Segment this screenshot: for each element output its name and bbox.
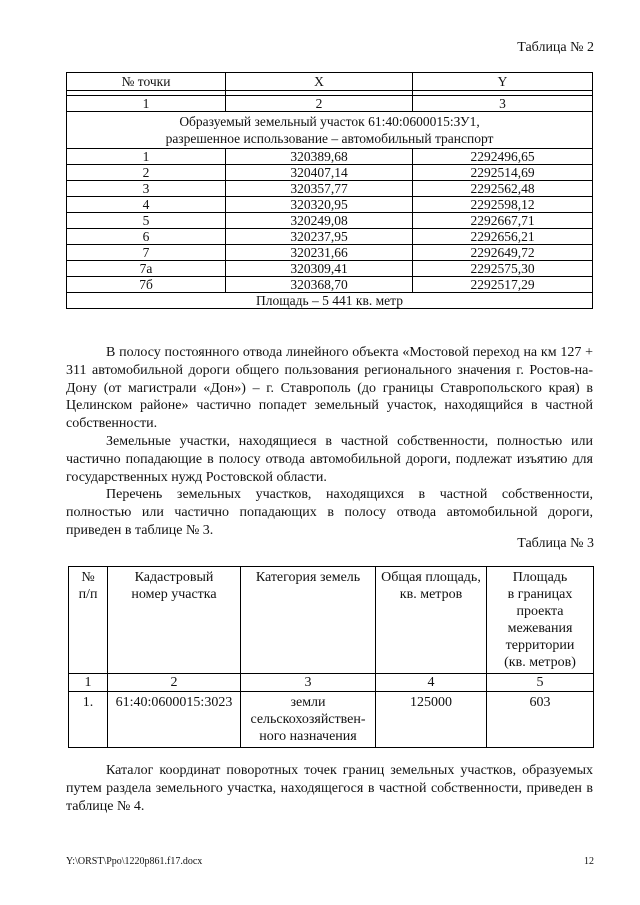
header-cadastral-number: Кадастровый номер участка [108, 567, 241, 674]
point-number: 4 [67, 197, 226, 213]
plot-description-line-1: Образуемый земельный участок 61:40:0600015:ЗУ1, [179, 114, 480, 129]
coordinates-table [66, 72, 593, 309]
land-category: земли сельскохозяйствен- ного назначения [241, 692, 376, 748]
body-paragraphs [66, 344, 593, 540]
point-number: 5 [67, 213, 226, 229]
coordinate-row [67, 245, 593, 261]
point-number: 2 [67, 165, 226, 181]
paragraph: Перечень земельных участков, находящихся в частной собственности, полностью или частично попадающих в полосу отвода автомобильной дороги, приведен в таблице № 3. [66, 487, 593, 538]
table3-numbering-row [69, 674, 594, 692]
point-number: 7б [67, 277, 226, 293]
table3-data-row [69, 692, 594, 748]
plot-description-cell [67, 112, 593, 149]
header-project-area: Площадь в границах проекта межевания территории (кв. метров) [487, 567, 594, 674]
point-number: 7а [67, 261, 226, 277]
header-row-number: № п/п [69, 567, 108, 674]
x-coordinate: 320309,41 [226, 261, 413, 277]
cadastral-number: 61:40:0600015:3023 [108, 692, 241, 748]
y-coordinate: 2292562,48 [413, 181, 593, 197]
y-coordinate: 2292667,71 [413, 213, 593, 229]
coordinate-row [67, 197, 593, 213]
y-coordinate: 2292649,72 [413, 245, 593, 261]
x-coordinate: 320407,14 [226, 165, 413, 181]
footer-file-path: Y:\ORST\Ppo\1220p861.f17.docx [66, 856, 203, 867]
plot-description-row [67, 112, 593, 149]
coordinate-row [67, 229, 593, 245]
y-coordinate: 2292656,21 [413, 229, 593, 245]
table3-header-row [69, 567, 594, 674]
y-coordinate: 2292514,69 [413, 165, 593, 181]
coordinate-row [67, 213, 593, 229]
footer-page-number: 12 [584, 856, 594, 867]
y-coordinate: 2292496,65 [413, 149, 593, 165]
numbering-cell: 4 [376, 674, 487, 692]
paragraph: Земельные участки, находящиеся в частной собственности, полностью или частично попадающие в полосу отвода автомобильной дороги, подлежат изъятию для государственных нужд Ростовской области. [66, 433, 593, 485]
row-number: 1. [69, 692, 108, 748]
numbering-cell: 5 [487, 674, 594, 692]
coordinate-row [67, 149, 593, 165]
point-number: 1 [67, 149, 226, 165]
table2-caption: Таблица № 2 [517, 40, 594, 55]
x-coordinate: 320237,95 [226, 229, 413, 245]
table-header-row [67, 73, 593, 91]
header-x: X [226, 73, 413, 91]
numbering-cell: 1 [69, 674, 108, 692]
header-y: Y [413, 73, 593, 91]
table3-caption: Таблица № 3 [517, 536, 594, 551]
numbering-cell: 2 [226, 96, 413, 112]
x-coordinate: 320368,70 [226, 277, 413, 293]
x-coordinate: 320357,77 [226, 181, 413, 197]
point-number: 6 [67, 229, 226, 245]
table-numbering-row [67, 96, 593, 112]
header-total-area: Общая площадь, кв. метров [376, 567, 487, 674]
paragraph: Каталог координат поворотных точек границ земельных участков, образуемых путем раздела земельного участка, находящегося в частной собственности, приведен в таблице № 4. [66, 763, 593, 814]
closing-paragraph [66, 762, 593, 815]
land-plots-table [68, 566, 594, 748]
coordinate-row [67, 277, 593, 293]
header-land-category: Категория земель [241, 567, 376, 674]
area-row [67, 293, 593, 309]
numbering-cell: 3 [241, 674, 376, 692]
y-coordinate: 2292598,12 [413, 197, 593, 213]
numbering-cell: 3 [413, 96, 593, 112]
x-coordinate: 320320,95 [226, 197, 413, 213]
x-coordinate: 320231,66 [226, 245, 413, 261]
total-area: 125000 [376, 692, 487, 748]
coordinate-row [67, 261, 593, 277]
numbering-cell: 1 [67, 96, 226, 112]
project-area: 603 [487, 692, 594, 748]
x-coordinate: 320249,08 [226, 213, 413, 229]
point-number: 3 [67, 181, 226, 197]
plot-description-line-2: разрешенное использование – автомобильный транспорт [165, 131, 494, 146]
x-coordinate: 320389,68 [226, 149, 413, 165]
coordinate-row [67, 165, 593, 181]
coordinate-rows [67, 149, 593, 293]
header-point-number: № точки [67, 73, 226, 91]
area-cell: Площадь – 5 441 кв. метр [67, 293, 593, 309]
numbering-cell: 2 [108, 674, 241, 692]
y-coordinate: 2292575,30 [413, 261, 593, 277]
coordinate-row [67, 181, 593, 197]
point-number: 7 [67, 245, 226, 261]
paragraph: В полосу постоянного отвода линейного объекта «Мостовой переход на км 127 + 311 автомобильной дороги общего пользования регионального значения г. Ростов-на-Дону (от магистрали «Дон») – г. Ставрополь (до границы Ставропольского края) в Целинском районе» частично попадет земельный участок, находящийся в частной собственности. [66, 345, 593, 432]
y-coordinate: 2292517,29 [413, 277, 593, 293]
